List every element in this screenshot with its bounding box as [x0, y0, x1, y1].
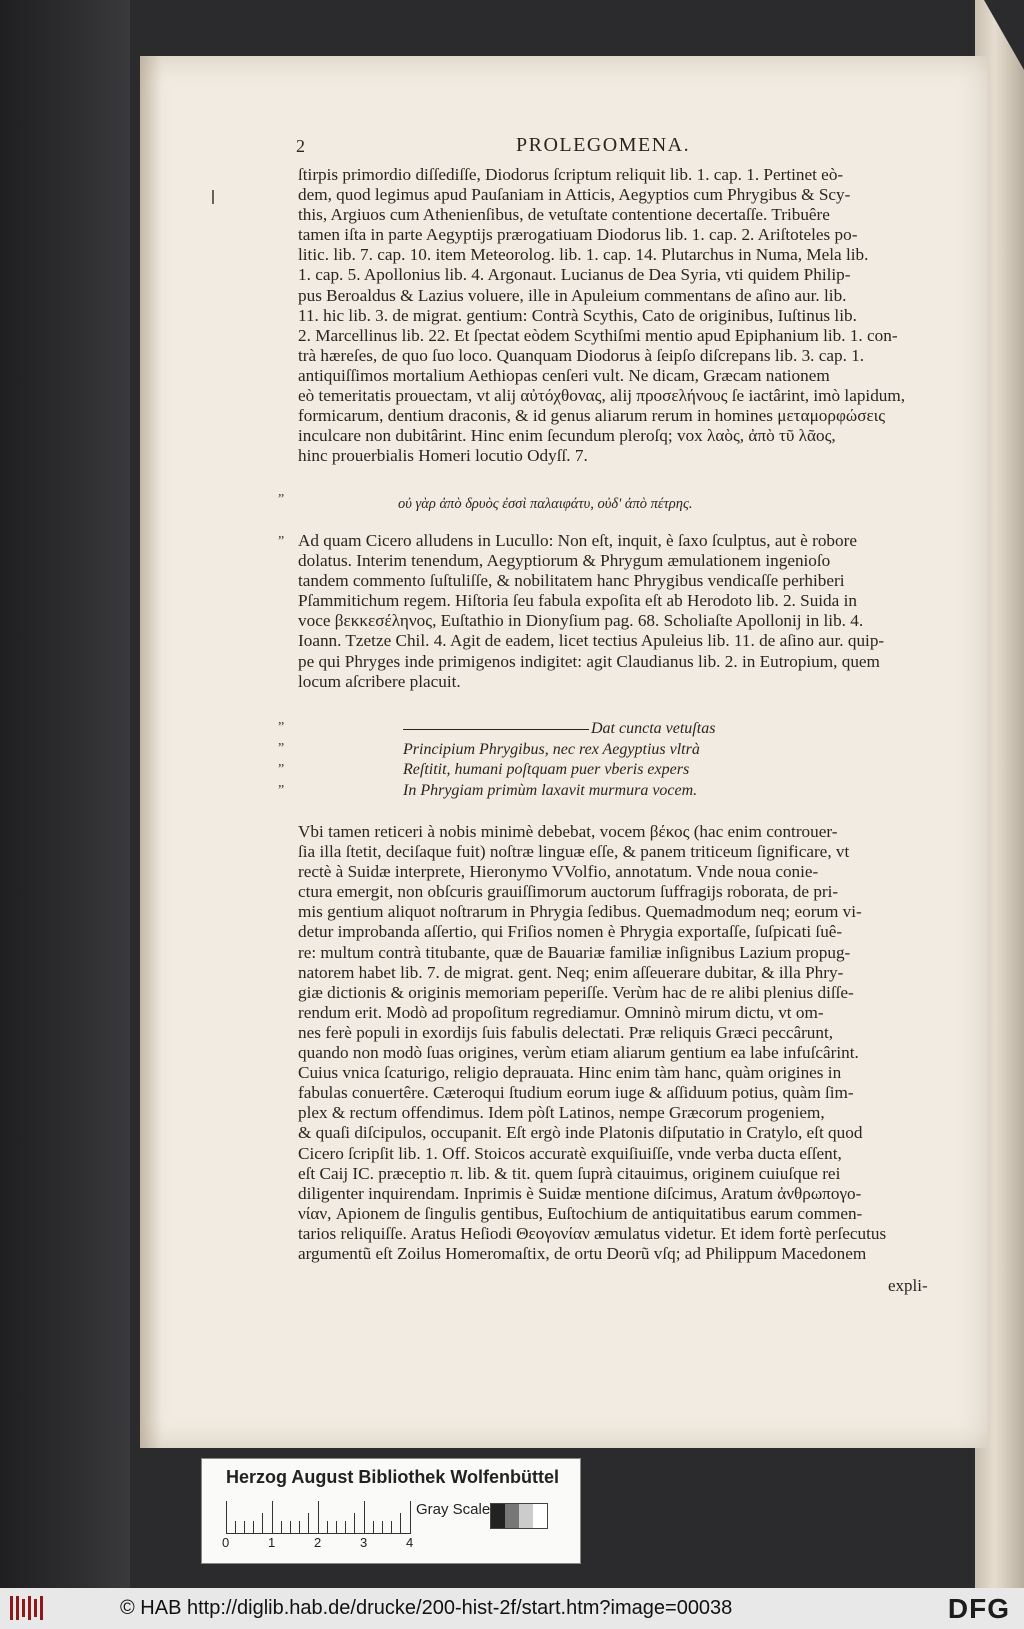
quote-marker: ”	[278, 492, 285, 507]
text-line: formicarum, dentium draconis, & id genus aliarum rerum in homines μεταμορφώσεις	[298, 406, 886, 426]
text-line: ſtirpis primordio diſſediſſe, Diodorus ſcriptum reliquit lib. 1. cap. 1. Pertinet eò-	[298, 165, 844, 184]
text-line: re: multum contrà titubante, quæ de Bauariæ familiæ inſignibus Lazium propug-	[298, 942, 851, 962]
paragraph-2	[298, 531, 928, 692]
verse-line: Dat cuncta vetuſtas	[403, 719, 923, 740]
text-line: dem, quod legimus apud Pauſaniam in Atticis, Aegyptios cum Phrygibus & Scy-	[298, 185, 851, 205]
footer-bar	[0, 1588, 1024, 1629]
text-line: detur improbanda aſſertio, qui Friſios nomen è Phrygia exportaſſe, ſuſpicati ſuê-	[298, 922, 843, 942]
library-stamp	[201, 1458, 581, 1564]
verse-quotation	[403, 719, 923, 801]
text-line: inculcare non dubitârint. Hinc enim ſecundum pleroſq; vox λαὸς, ἀπὸ τῦ λᾶος,	[298, 426, 836, 446]
text-line: antiquiſſimos mortalium Aethiopas cenſeri vult. Ne dicam, Græcam nationem	[298, 365, 830, 385]
text-line: Cuius vnica ſcaturigo, religio deprauata. Hinc enim tàm hanc, quàm origines in	[298, 1063, 842, 1083]
hab-logo-icon	[10, 1596, 48, 1620]
catchword: expli-	[888, 1276, 928, 1295]
text-line: plex & rectum offendimus. Idem pòſt Latinos, nempe Græcorum progeniem,	[298, 1103, 825, 1123]
text-line: eſt Caij IC. præceptio π. lib. & tit. quem ſuprà citauimus, originem cuiuſque rei	[298, 1163, 841, 1183]
paragraph-3	[298, 822, 928, 1264]
gray-scale-swatch	[490, 1503, 548, 1529]
quote-marker: ”	[278, 741, 285, 756]
text-line: giæ dictionis & originis memoriam peperiſſe. Verùm hac de re alibi plenius diſſe-	[298, 982, 854, 1002]
dfg-logo: DFG	[947, 1593, 1010, 1624]
scale-ruler	[226, 1501, 411, 1534]
gray-swatch-cell	[505, 1504, 519, 1528]
text-line: rendum erit. Modò ad propoſitum regrediamur. Omninò mirum dictu, vt om-	[298, 1002, 824, 1022]
text-line: pus Beroaldus & Lazius voluere, ille in Apuleium commentans de aſino aur. lib.	[298, 285, 847, 305]
text-line: νίαν, Apionem de ſingulis gentibus, Euſtochium de antiquitatibus earum commen-	[298, 1203, 863, 1223]
text-line: diligenter inquirendam. Inprimis è Suidæ mentione diſcimus, Aratum ἀνθρωπογο-	[298, 1183, 862, 1203]
text-line: nes ferè populi in exordijs ſuis fabulis delectati. Præ reliquis Græci peccârunt,	[298, 1022, 834, 1042]
library-name: Herzog August Bibliothek Wolfenbüttel	[226, 1467, 559, 1487]
text-line: tarios reliquiſſe. Aratus Heſiodi Θεογονίαν æmulatus videtur. Et idem fortè perſecutus	[298, 1223, 887, 1243]
ruler-number: 3	[360, 1535, 368, 1550]
gray-swatch-cell	[533, 1504, 547, 1528]
running-title: PROLEGOMENA.	[516, 134, 691, 156]
text-line: tamen iſta in parte Aegyptijs prærogatiuam Diodorus lib. 1. cap. 2. Ariſtoteles po-	[298, 225, 858, 245]
ruler-number: 1	[268, 1535, 276, 1550]
gray-swatch-cell	[491, 1504, 505, 1528]
text-line: voce βεκκεσέληνος, Euſtathio in Dionyſium pag. 68. Scholiaſte Apollonij in lib. 4.	[298, 611, 864, 631]
quote-marker: ”	[278, 720, 285, 735]
paragraph-1	[298, 165, 928, 466]
text-line: 2. Marcellinus lib. 22. Et ſpectat eòdem Scythiſmi mentio apud Epiphanium lib. 1. con-	[298, 325, 898, 345]
text-line: & quaſi diſcipulos, occupanit. Eſt ergò inde Platonis diſputatio in Cratylo, eſt quod	[298, 1123, 863, 1143]
text-line: mis gentium aliquot noſtrarum in Phrygia ſedibus. Quemadmodum neq; eorum vi-	[298, 902, 862, 922]
text-line: litic. lib. 7. cap. 10. item Meteorolog. lib. 1. cap. 14. Plutarchus in Numa, Mela lib.	[298, 245, 869, 265]
text-line: Pſammitichum regem. Hiſtoria ſeu fabula expoſita eſt ab Herodoto lib. 2. Suida in	[298, 591, 857, 611]
gray-swatch-cell	[519, 1504, 533, 1528]
text-line: fabulas conuertêre. Cæteroqui ſtudium eorum iuge & aſſiduum potius, quàm ſim-	[298, 1083, 854, 1103]
text-line: pe qui Phryges inde primigenos indigitet: agit Claudianus lib. 2. in Eutropium, quem	[298, 651, 880, 671]
page-number: 2	[296, 136, 305, 156]
text-line: Vbi tamen reticeri à nobis minimè debebat, vocem βέκος (hac enim controuer-	[298, 822, 838, 841]
verse-line: In Phrygiam primùm laxavit murmura vocem.	[403, 781, 698, 799]
ruler-number: 4	[406, 1535, 414, 1550]
text-line: tandem commento ſuſtuliſſe, & nobilitatem hanc Phrygibus vendicaſſe perhiberi	[298, 571, 845, 591]
verse-line: Principium Phrygibus, nec rex Aegyptius vltrà	[403, 740, 700, 758]
page-header	[296, 136, 926, 162]
quote-marker: ”	[278, 762, 285, 777]
verse-line: Reſtitit, humani poſtquam puer vberis expers	[403, 761, 690, 778]
text-line: quando non modò ſuas origines, verùm etiam aliarum gentium ea labe infuſcârint.	[298, 1043, 859, 1063]
ruler-number: 0	[222, 1535, 230, 1550]
text-line: ſia illa ſtetit, deciſaque fuit) noſtræ linguæ eſſe, & panem triticeum ſignificare, vt	[298, 842, 850, 862]
text-line: hinc prouerbialis Homeri locutio Odyſſ. 7.	[298, 446, 588, 466]
text-line: Cicero ſcripſit lib. 1. Off. Stoicos accuratè exquiſiuiſſe, vnde verba ducta eſſent,	[298, 1143, 842, 1163]
text-line: ctura emergit, non obſcuris grauiſſimorum auctorum ſuffragijs roborata, de pri-	[298, 882, 839, 902]
text-line: trà hæreſes, de quo ſuo loco. Quanquam Diodorus à ſeipſo diſcrepans lib. 3. cap. 1.	[298, 345, 865, 365]
text-line: natorem habet lib. 7. de migrat. gent. Neq; enim aſſeuerare dubitar, & illa Phry-	[298, 962, 844, 982]
text-line: Ioann. Tzetze Chil. 4. Agit de eadem, licet tectius Apuleius lib. 11. de aſino aur. quip-	[298, 631, 885, 651]
book-spine-background	[0, 0, 130, 1629]
pencil-mark	[212, 190, 214, 204]
text-line: locum aſcribere placuit.	[298, 671, 461, 691]
gray-scale-label: Gray Scale	[416, 1501, 491, 1518]
quote-marker: ”	[278, 534, 285, 549]
greek-quote: οὐ γὰρ ἀπὸ δρυὸς ἐσσὶ παλαιφάτυ, οὐδ' ἀπὸ πέτρης.	[398, 496, 693, 512]
text-line: this, Argiuos cum Athenienſibus, de vetuſtate contentione decertaſſe. Tribuêre	[298, 205, 830, 225]
quote-marker: ”	[278, 783, 285, 798]
text-line: Ad quam Cicero alludens in Lucullo: Non eſt, inquit, è ſaxo ſculptus, aut è robore	[298, 531, 857, 550]
text-line: eò temeritatis prouectam, vt alij αὐτόχθονας, alij προσελήνους ſe iactârint, imò lapidum,	[298, 386, 906, 406]
verse-dash	[403, 729, 589, 730]
text-line: 1. cap. 5. Apollonius lib. 4. Argonaut. Lucianus de Dea Syria, vti quidem Philip-	[298, 265, 851, 285]
ruler-number: 2	[314, 1535, 322, 1550]
text-line: 11. hic lib. 3. de migrat. gentium: Contrà Scythis, Cato de originibus, Iuſtinus lib.	[298, 305, 857, 325]
text-line: argumentũ eſt Zoilus Homeromaſtix, de ortu Deorũ vſq; ad Philippum Macedonem	[298, 1243, 867, 1263]
text-line: dolatus. Interim tenendum, Aegyptiorum & Phrygum æmulationem ingenioſo	[298, 551, 831, 571]
source-link[interactable]: © HAB http://diglib.hab.de/drucke/200-hist-2f/start.htm?image=00038	[120, 1597, 733, 1619]
text-line: rectè à Suidæ interprete, Hieronymo VVolfio, annotatum. Vnde noua conie-	[298, 862, 819, 882]
